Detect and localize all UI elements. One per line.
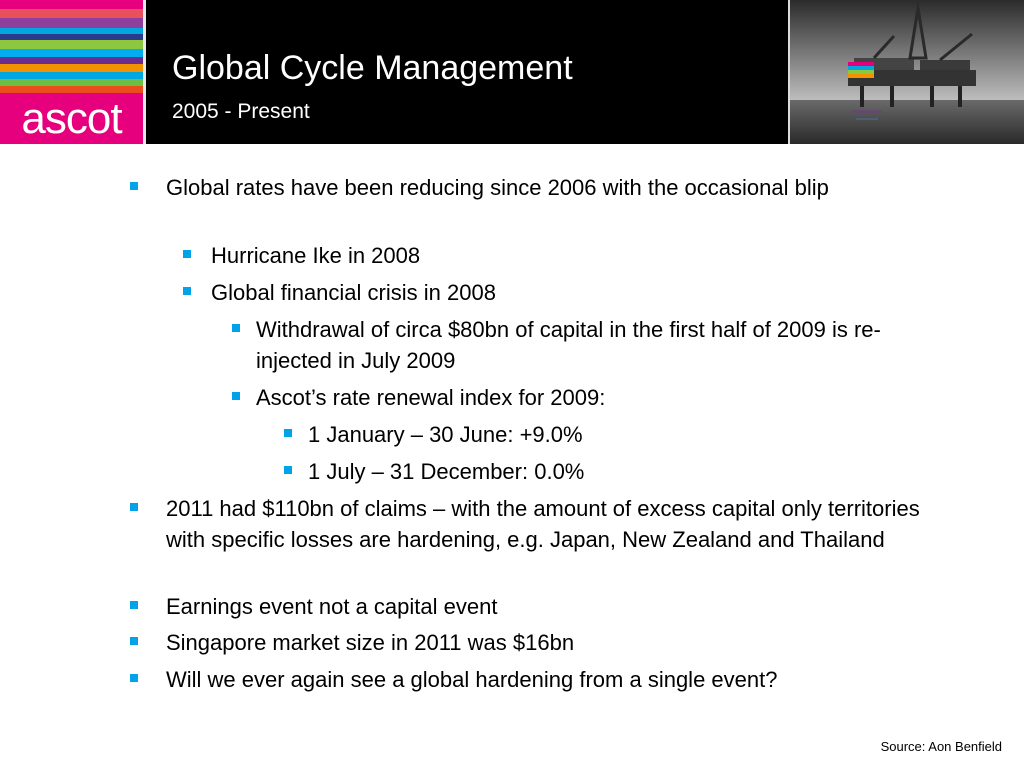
bullet-marker (130, 674, 138, 682)
header-band (0, 0, 1024, 144)
bullet-text: 1 July – 31 December: 0.0% (308, 459, 585, 484)
logo-text: ascot (21, 94, 122, 143)
bullet-text: Withdrawal of circa $80bn of capital in the first half of 2009 is re-injected in July 2009 (256, 317, 881, 373)
logo-separator (143, 0, 146, 144)
bullet-marker (183, 287, 191, 295)
bullet-text: 2011 had $110bn of claims – with the amount of excess capital only territories with specific losses are hardening, e.g. Japan, New Zealand and Thailand (166, 496, 920, 552)
bullet-marker (284, 429, 292, 437)
bullet-marker (130, 637, 138, 645)
bullet-item (211, 277, 911, 308)
source-note: Source: Aon Benfield (880, 739, 1002, 754)
bullet-item (166, 627, 906, 658)
bullet-marker (130, 182, 138, 190)
bullet-marker (130, 601, 138, 609)
bullet-item (166, 172, 906, 203)
bullet-text: Global rates have been reducing since 2006 with the occasional blip (166, 175, 829, 200)
bullet-text: Ascot’s rate renewal index for 2009: (256, 385, 606, 410)
bullet-text: Singapore market size in 2011 was $16bn (166, 630, 575, 655)
bullet-item (256, 382, 928, 413)
bullet-marker (183, 250, 191, 258)
bullet-item (308, 456, 908, 487)
bullet-item (256, 314, 928, 376)
bullet-text: Earnings event not a capital event (166, 594, 498, 619)
bullet-text: Will we ever again see a global hardening from a single event? (166, 667, 778, 692)
bullet-marker (284, 466, 292, 474)
bullet-marker (232, 392, 240, 400)
oil-rig-photo (788, 0, 1024, 144)
slide-title: Global Cycle Management (172, 49, 573, 87)
bullet-marker (232, 324, 240, 332)
ascot-logo (0, 0, 143, 144)
bullet-text: 1 January – 30 June: +9.0% (308, 422, 583, 447)
bullet-text: Hurricane Ike in 2008 (211, 243, 421, 268)
bullet-item (166, 591, 906, 622)
bullet-item (166, 493, 926, 555)
bullet-item (166, 664, 926, 695)
slide-subtitle: 2005 - Present (172, 100, 310, 123)
bullet-item (308, 419, 908, 450)
bullet-marker (130, 503, 138, 511)
bullet-text: Global financial crisis in 2008 (211, 280, 496, 305)
bullet-item (211, 240, 911, 271)
